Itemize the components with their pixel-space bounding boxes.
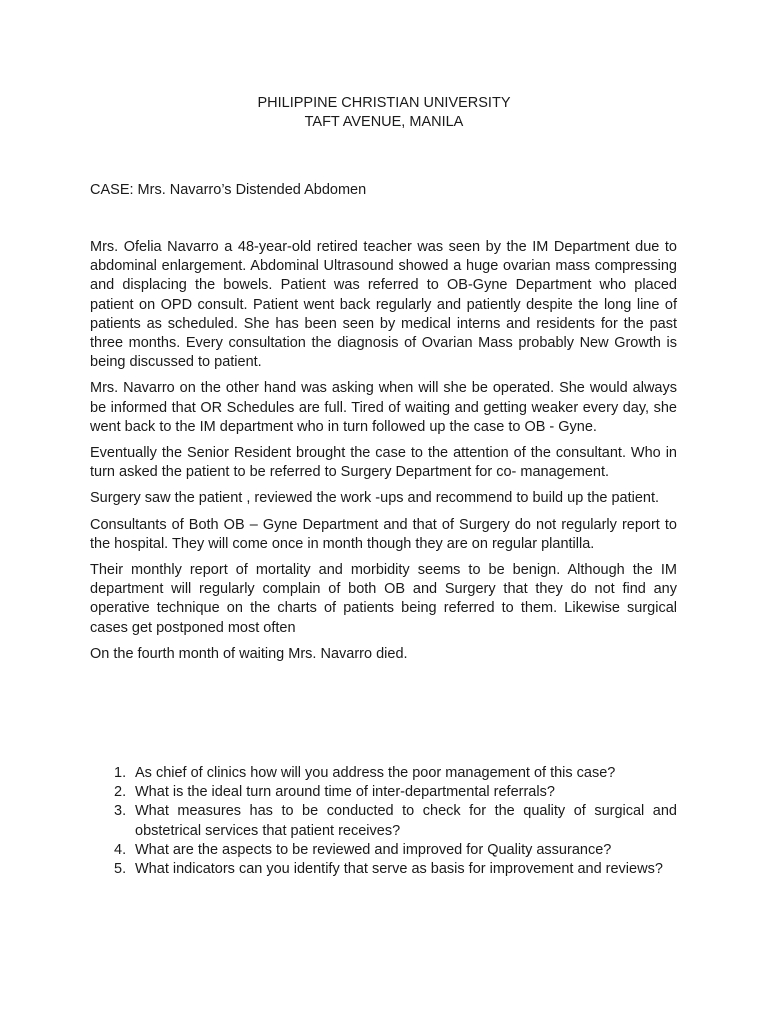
paragraph: Their monthly report of mortality and morbidity seems to be benign. Although the IM department will regularly complain of both OB and Surgery that they do not find any operative technique on the charts of patients being referred to them. Likewise surgical cases get postponed most often (90, 562, 677, 636)
question-text: What is the ideal turn around time of inter-departmental referrals? (135, 784, 555, 801)
question-text: What indicators can you identify that serve as basis for improvement and reviews? (135, 861, 663, 878)
question-text: What measures has to be conducted to check for the quality of surgical and obstetrical services that patient receives? (135, 803, 677, 839)
university-address: TAFT AVENUE, MANILA (304, 114, 464, 130)
question-item (90, 764, 677, 783)
case-narrative (90, 238, 677, 671)
university-name: PHILIPPINE CHRISTIAN UNIVERSITY (257, 95, 511, 111)
question-number: 3. (114, 803, 127, 820)
question-item (90, 841, 677, 860)
question-number: 4. (114, 841, 127, 858)
paragraph: Consultants of Both OB – Gyne Department and that of Surgery do not regularly report to the hospital. They will come once in month though they are on regular plantilla. (90, 516, 677, 552)
question-number: 1. (114, 765, 127, 781)
paragraph: Surgery saw the patient , reviewed the work -ups and recommend to build up the patient. (90, 490, 660, 507)
paragraph: On the fourth month of waiting Mrs. Navarro died. (90, 645, 408, 662)
question-list (90, 764, 677, 879)
question-item (90, 783, 677, 802)
question-number: 5. (114, 861, 127, 878)
paragraph: Mrs. Ofelia Navarro a 48-year-old retired teacher was seen by the IM Department due to abdominal enlargement. Abdominal Ultrasound showed a huge ovarian mass compressing and displacing the bowels. Patient was referred to OB-Gyne Department who placed patient on OPD consult. Patient went back regularly and patiently despite the long line of patients as scheduled. She has been seen by medical interns and residents for the past three months. Every consultation the diagnosis of Ovarian Mass probably New Growth is being discussed to patient. (90, 239, 677, 371)
question-text: As chief of clinics how will you address the poor management of this case? (135, 765, 616, 781)
paragraph: Eventually the Senior Resident brought the case to the attention of the consultant. Who in turn asked the patient to be referred to Surgery Department for co- management. (90, 445, 677, 481)
question-number: 2. (114, 784, 127, 801)
question-item (90, 860, 677, 879)
question-item (90, 802, 677, 840)
case-title: CASE: Mrs. Navarro’s Distended Abdomen (90, 182, 367, 198)
paragraph: Mrs. Navarro on the other hand was asking when will she be operated. She would always be informed that OR Schedules are full. Tired of waiting and getting weaker every day, she went back to the IM department who in turn followed up the case to OB - Gyne. (90, 380, 677, 435)
question-text: What are the aspects to be reviewed and improved for Quality assurance? (135, 841, 612, 858)
